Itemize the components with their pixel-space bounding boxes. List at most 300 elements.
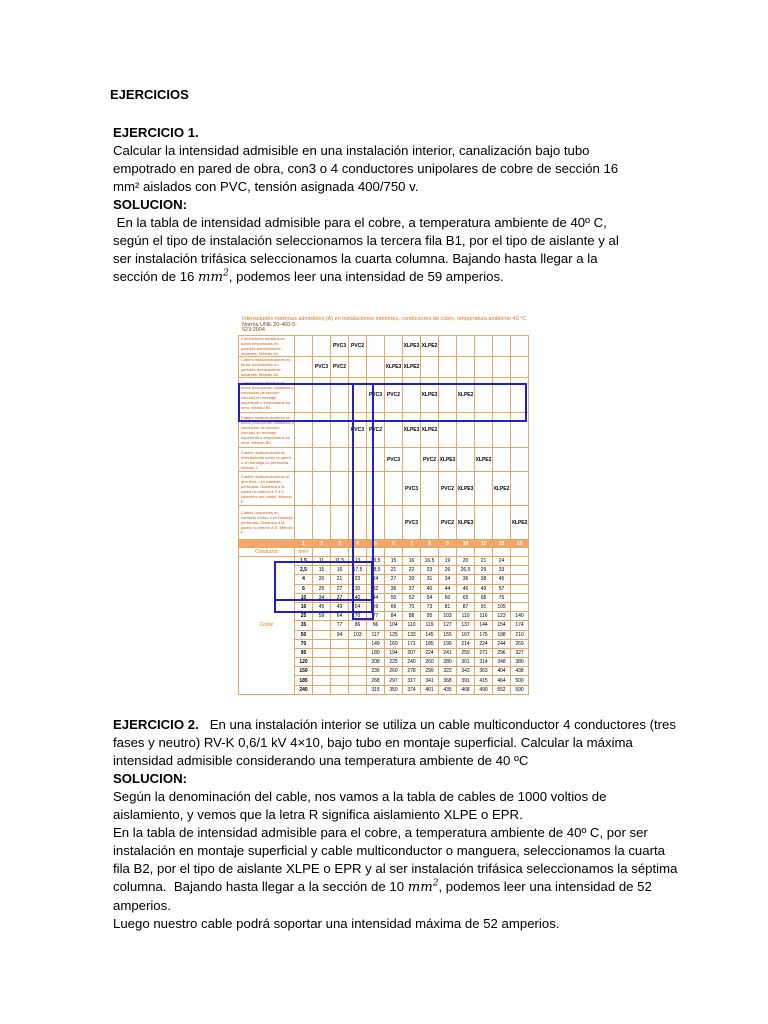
unit-exponent: 2 xyxy=(432,878,439,889)
ampacity-cell: 552 xyxy=(493,685,511,694)
ampacity-cell: 21 xyxy=(385,566,403,575)
exercise-1-solution-label: SOLUCION: xyxy=(113,197,187,212)
ampacity-cell: 348 xyxy=(493,658,511,667)
ampacity-cell xyxy=(331,658,349,667)
insulation-cell xyxy=(421,472,439,506)
ampacity-cell: 91 xyxy=(475,602,493,611)
exercise-2-line: fases y neutro) RV-K 0,6/1 kV 4×10, bajo tubo en montaje superficial. Calcular la máxima xyxy=(113,735,633,750)
ampacity-cell: 368 xyxy=(439,676,457,685)
ampacity-cell xyxy=(331,667,349,676)
insulation-cell xyxy=(313,472,331,506)
ampacity-cell: 149 xyxy=(367,639,385,648)
ampacity-cell: 314 xyxy=(475,658,493,667)
ampacity-cell: 37 xyxy=(403,584,421,593)
ampacity-cell: 214 xyxy=(457,639,475,648)
insulation-cell xyxy=(385,336,403,357)
ampacity-cell: 315 xyxy=(367,685,385,694)
insulation-cell: XLPE2 xyxy=(421,336,439,357)
insulation-cell xyxy=(493,448,511,472)
insulation-cell xyxy=(349,357,367,378)
exercise-2-solution-line: amperios. xyxy=(113,898,171,913)
ampacity-cell: 52 xyxy=(403,593,421,602)
insulation-cell xyxy=(511,472,529,506)
ampacity-cell xyxy=(313,685,331,694)
ampacity-cell: 199 xyxy=(439,639,457,648)
insulation-cell: PVC2 xyxy=(439,506,457,540)
insulation-cell xyxy=(313,336,331,357)
ampacity-table-image xyxy=(238,315,530,693)
ampacity-cell: 59 xyxy=(313,612,331,621)
insulation-cell: PVC3 xyxy=(349,413,367,448)
insulation-cell xyxy=(295,448,313,472)
header-blank xyxy=(421,548,439,557)
ampacity-cell: 29 xyxy=(475,566,493,575)
insulation-cell: PVC2 xyxy=(331,357,349,378)
ampacity-cell: 54 xyxy=(421,593,439,602)
ampacity-cell: 322 xyxy=(439,667,457,676)
ampacity-cell: 37 xyxy=(331,593,349,602)
insulation-cell xyxy=(457,357,475,378)
highlight-row-b1 xyxy=(238,383,527,422)
ampacity-cell xyxy=(313,667,331,676)
exercise-2-solution-line xyxy=(113,878,693,897)
header-row xyxy=(239,548,529,557)
ampacity-cell: 15 xyxy=(385,557,403,566)
exercise-2-solution-line: fila B2, por el tipo de aislante XLPE o EPR y al ser instalación trifásica seleccionamos la séptima xyxy=(113,861,678,876)
ampacity-cell: 21 xyxy=(331,575,349,584)
ampacity-cell: 16 xyxy=(403,557,421,566)
exercise-2-solution-label: SOLUCION: xyxy=(113,771,187,786)
ampacity-cell: 57 xyxy=(493,584,511,593)
insulation-cell xyxy=(457,336,475,357)
ampacity-cell xyxy=(511,584,529,593)
exercise-1-title: EJERCICIO 1. xyxy=(113,125,199,140)
ampacity-cell: 27 xyxy=(331,584,349,593)
exercise-2-title: EJERCICIO 2. xyxy=(113,717,199,732)
insulation-cell xyxy=(457,448,475,472)
ampacity-cell: 175 xyxy=(475,630,493,639)
method-description: Cables multiconductores en tubos (incluyendo canaletas y conductos de sección circular) en montaje superficial o empotrados en obra. Método B2 xyxy=(239,413,295,448)
ampacity-cell: 380 xyxy=(511,658,529,667)
section-cell: 2,5 xyxy=(295,566,313,575)
ampacity-cell: 38 xyxy=(475,575,493,584)
ampacity-cell xyxy=(331,676,349,685)
ampacity-cell: 103 xyxy=(439,612,457,621)
ampacity-cell: 73 xyxy=(421,602,439,611)
section-cell: 25 xyxy=(295,612,313,621)
insulation-cell: PVC2 xyxy=(439,472,457,506)
insulation-cell: PVC3 xyxy=(313,357,331,378)
ampacity-cell: 160 xyxy=(385,639,403,648)
insulation-cell xyxy=(313,448,331,472)
ampacity-cell: 210 xyxy=(511,630,529,639)
exercise-2-solution-line: Según la denominación del cable, nos vamos a la tabla de cables de 1000 voltios de xyxy=(113,789,607,804)
ampacity-cell: 188 xyxy=(493,630,511,639)
unit-mm2 xyxy=(198,270,229,285)
ampacity-cell: 19 xyxy=(439,557,457,566)
ampacity-cell xyxy=(331,639,349,648)
method-description: Cables multiconductores directamente sobre la pared o en bandeja no perforada. Método C xyxy=(239,448,295,472)
ampacity-cell: 500 xyxy=(511,676,529,685)
section-cell: 6 xyxy=(295,584,313,593)
ampacity-cell: 65 xyxy=(457,593,475,602)
column-number: 12 xyxy=(493,540,511,548)
ampacity-cell: 86 xyxy=(349,621,367,630)
ampacity-cell: 180 xyxy=(367,648,385,657)
ampacity-cell: 374 xyxy=(403,685,421,694)
insulation-cell xyxy=(511,357,529,378)
insulation-cell: XLPE2 xyxy=(475,448,493,472)
insulation-cell: XLPE3 xyxy=(385,357,403,378)
insulation-cell xyxy=(295,357,313,378)
column-number: 10 xyxy=(457,540,475,548)
ampacity-cell xyxy=(313,676,331,685)
ampacity-cell: 31 xyxy=(421,575,439,584)
ampacity-cell: 110 xyxy=(457,612,475,621)
ampacity-cell: 45 xyxy=(313,602,331,611)
ampacity-cell: 363 xyxy=(475,667,493,676)
insulation-cell: XLPE2 xyxy=(493,472,511,506)
insulation-cell xyxy=(385,472,403,506)
ampacity-cell: 145 xyxy=(421,630,439,639)
insulation-cell xyxy=(313,506,331,540)
insulation-cell: PVC2 xyxy=(367,413,385,448)
ampacity-cell: 185 xyxy=(421,639,439,648)
column-number: 3 xyxy=(331,540,349,548)
ampacity-cell: 297 xyxy=(385,676,403,685)
ampacity-cell xyxy=(349,685,367,694)
ampacity-cell xyxy=(511,593,529,602)
table-norm: Norma UNE 20-460-5- xyxy=(242,322,298,328)
column-number: 4 xyxy=(349,540,367,548)
ampacity-cell: 34 xyxy=(313,593,331,602)
ampacity-cell xyxy=(331,685,349,694)
section-cell: 95 xyxy=(295,648,313,657)
header-blank xyxy=(331,548,349,557)
ampacity-cell: 40 xyxy=(349,593,367,602)
ampacity-cell: 34 xyxy=(439,575,457,584)
ampacity-cell: 341 xyxy=(421,676,439,685)
ampacity-cell: 140 xyxy=(511,612,529,621)
insulation-cell xyxy=(475,506,493,540)
ampacity-cell: 105 xyxy=(493,602,511,611)
ampacity-cell: 50 xyxy=(385,593,403,602)
ampacity-cell: 30 xyxy=(403,575,421,584)
unit-base: mm xyxy=(198,270,224,285)
insulation-cell: PVC3 xyxy=(385,448,403,472)
header-blank xyxy=(493,548,511,557)
ampacity-cell: 269 xyxy=(511,639,529,648)
column-number-row xyxy=(239,540,529,548)
insulation-cell xyxy=(439,357,457,378)
insulation-cell xyxy=(367,336,385,357)
method-description: Cables multiconductores al aire libre o en bandeja perforada. Distancia a la pared no inferior a 0,3 D (diámetro del cable). Método E xyxy=(239,472,295,506)
material-label: Cobre xyxy=(239,557,295,695)
ampacity-cell: 20 xyxy=(457,557,475,566)
insulation-cell: PVC2 xyxy=(421,448,439,472)
ampacity-cell: 23 xyxy=(421,566,439,575)
ampacity-cell: 25 xyxy=(313,584,331,593)
section-cell: 4 xyxy=(295,575,313,584)
insulation-cell xyxy=(367,357,385,378)
ampacity-cell: 103 xyxy=(349,630,367,639)
ampacity-cell: 327 xyxy=(511,648,529,657)
section-cell: 240 xyxy=(295,685,313,694)
ampacity-cell: 70 xyxy=(349,612,367,621)
ampacity-cell: 271 xyxy=(475,648,493,657)
column-number: 1 xyxy=(295,540,313,548)
ampacity-cell: 207 xyxy=(403,648,421,657)
column-number-blank xyxy=(239,540,295,548)
insulation-cell xyxy=(295,472,313,506)
ampacity-cell xyxy=(349,639,367,648)
ampacity-cell: 36 xyxy=(385,584,403,593)
insulation-cell xyxy=(331,472,349,506)
section-cell: 120 xyxy=(295,658,313,667)
ampacity-cell: 241 xyxy=(439,648,457,657)
ampacity-cell: 44 xyxy=(439,584,457,593)
ampacity-cell: 66 xyxy=(385,602,403,611)
insulation-cell: PVC3 xyxy=(403,472,421,506)
ampacity-cell: 590 xyxy=(511,685,529,694)
section-cell: 70 xyxy=(295,639,313,648)
ampacity-cell: 296 xyxy=(493,648,511,657)
ampacity-cell: 26 xyxy=(439,566,457,575)
ampacity-cell xyxy=(511,557,529,566)
ampacity-cell: 244 xyxy=(493,639,511,648)
ampacity-cell: 11,5 xyxy=(331,557,349,566)
column-number: 7 xyxy=(403,540,421,548)
ampacity-cell: 391 xyxy=(457,676,475,685)
ampacity-cell xyxy=(313,658,331,667)
insulation-cell: PVC3 xyxy=(367,378,385,413)
insulation-cell xyxy=(295,336,313,357)
ampacity-cell: 280 xyxy=(439,658,457,667)
ampacity-cell: 278 xyxy=(403,667,421,676)
insulation-cell: XLPE3 xyxy=(439,448,457,472)
ampacity-cell: 77 xyxy=(367,612,385,621)
header-blank xyxy=(475,548,493,557)
ampacity-cell: 16,5 xyxy=(421,557,439,566)
ampacity-cell: 123 xyxy=(493,612,511,621)
ampacity-cell: 16 xyxy=(331,566,349,575)
ampacity-cell: 26,5 xyxy=(457,566,475,575)
ampacity-cell: 208 xyxy=(367,658,385,667)
highlight-sections xyxy=(274,561,373,613)
ampacity-cell: 490 xyxy=(475,685,493,694)
ampacity-cell: 240 xyxy=(403,658,421,667)
ampacity-cell: 36 xyxy=(457,575,475,584)
ampacity-cell: 464 xyxy=(493,676,511,685)
insulation-cell xyxy=(331,506,349,540)
ampacity-cell: 127 xyxy=(439,621,457,630)
section-cell: 35 xyxy=(295,621,313,630)
ampacity-cell: 343 xyxy=(457,667,475,676)
exercise-1 xyxy=(113,124,673,287)
ampacity-cell: 260 xyxy=(385,667,403,676)
exercise-1-solution-line: ser instalación trifásica seleccionamos la cuarta columna. Bajando hasta llegar a la xyxy=(113,251,598,266)
text-fragment: columna. Bajando hasta llegar a la sección de 10 xyxy=(113,879,408,894)
ampacity-cell: 301 xyxy=(457,658,475,667)
column-number: 13 xyxy=(511,540,529,548)
insulation-cell xyxy=(475,336,493,357)
insulation-cell: PVC3 xyxy=(331,336,349,357)
ampacity-cell: 260 xyxy=(421,658,439,667)
exercise-2-line: En una instalación interior se utiliza un cable multiconductor 4 conductores (tres xyxy=(198,717,676,732)
method-description: Cables multiconductores en tubos empotrados en paredes térmicamente aislantes. Método A2 xyxy=(239,357,295,378)
ampacity-cell: 40 xyxy=(421,584,439,593)
ampacity-cell: 117 xyxy=(367,630,385,639)
ampacity-cell: 350 xyxy=(385,685,403,694)
ampacity-cell: 268 xyxy=(367,676,385,685)
ampacity-cell: 59 xyxy=(367,602,385,611)
ampacity-cell: 15 xyxy=(313,566,331,575)
ampacity-cell xyxy=(313,621,331,630)
ampacity-cell: 23 xyxy=(349,575,367,584)
column-number: 9 xyxy=(439,540,457,548)
ampacity-cell: 224 xyxy=(421,648,439,657)
column-number: 11 xyxy=(475,540,493,548)
section-cell: 185 xyxy=(295,676,313,685)
insulation-cell xyxy=(385,506,403,540)
section-cell: 150 xyxy=(295,667,313,676)
column-number: 2 xyxy=(313,540,331,548)
method-description: Conductores aislados en tubos empotrados en paredes térmicamente aislantes. Método A1 xyxy=(239,336,295,357)
insulation-cell: XLPE3 xyxy=(421,378,439,413)
insulation-cell: XLPE3 xyxy=(457,506,475,540)
exercise-2-solution-line: Luego nuestro cable podrá soportar una intensidad máxima de 52 amperios. xyxy=(113,916,560,931)
ampacity-cell: 24 xyxy=(493,557,511,566)
text-fragment: , podemos leer una intensidad de 52 xyxy=(438,879,652,894)
ampacity-cell: 68 xyxy=(475,593,493,602)
column-number: 6 xyxy=(385,540,403,548)
ampacity-cell: 224 xyxy=(475,639,493,648)
column-number: 8 xyxy=(421,540,439,548)
ampacity-cell: 133 xyxy=(403,630,421,639)
insulation-cell xyxy=(439,336,457,357)
insulation-cell xyxy=(475,472,493,506)
method-row xyxy=(239,472,529,506)
insulation-cell xyxy=(331,448,349,472)
insulation-cell xyxy=(511,336,529,357)
ampacity-cell: 64 xyxy=(331,612,349,621)
ampacity-cell: 27 xyxy=(385,575,403,584)
ampacity-cell: 435 xyxy=(439,685,457,694)
ampacity-cell: 77 xyxy=(331,621,349,630)
method-row xyxy=(239,448,529,472)
ampacity-cell xyxy=(349,667,367,676)
ampacity-cell: 13,5 xyxy=(367,557,385,566)
header-blank xyxy=(457,548,475,557)
ampacity-cell: 401 xyxy=(421,685,439,694)
ampacity-cell xyxy=(313,639,331,648)
ampacity-cell: 22 xyxy=(403,566,421,575)
insulation-cell: XLPE2 xyxy=(403,357,421,378)
ampacity-cell xyxy=(511,575,529,584)
ampacity-cell: 54 xyxy=(349,602,367,611)
insulation-cell: XLPE3 xyxy=(403,413,421,448)
text-fragment: , podemos leer una intensidad de 59 amperios. xyxy=(228,269,504,284)
ampacity-cell: 81 xyxy=(439,602,457,611)
text-fragment: sección de 16 xyxy=(113,269,199,284)
insulation-cell: PVC2 xyxy=(349,336,367,357)
exercise-2 xyxy=(113,716,693,933)
column-number: 5 xyxy=(367,540,385,548)
ampacity-cell: 88 xyxy=(403,612,421,621)
exercise-2-intro xyxy=(113,716,693,734)
exercise-1-line: mm² aislados con PVC, tensión asignada 400/750 v. xyxy=(113,179,419,194)
ampacity-cell: 225 xyxy=(385,658,403,667)
section-cell: 16 xyxy=(295,602,313,611)
exercise-1-line: empotrado en pared de obra, con3 o 4 conductores unipolares de cobre de sección 16 xyxy=(113,161,619,176)
unit-exponent: 2 xyxy=(223,268,229,279)
ampacity-cell: 44 xyxy=(367,593,385,602)
insulation-cell xyxy=(493,506,511,540)
document-heading: EJERCICIOS xyxy=(110,87,189,102)
exercise-2-line: intensidad admisible considerando una temperatura ambiente de 40 ºC xyxy=(113,753,529,768)
header-conductor: Conductor xyxy=(239,548,295,557)
ampacity-cell: 317 xyxy=(403,676,421,685)
ampacity-cell: 32 xyxy=(367,584,385,593)
section-cell: 10 xyxy=(295,593,313,602)
ampacity-cell: 95 xyxy=(421,612,439,621)
insulation-cell: XLPE2 xyxy=(511,506,529,540)
ampacity-cell: 49 xyxy=(475,584,493,593)
unit-base: mm xyxy=(407,880,433,895)
ampacity-cell: 404 xyxy=(493,667,511,676)
ampacity-cell: 21 xyxy=(475,557,493,566)
insulation-cell xyxy=(475,357,493,378)
ampacity-cell xyxy=(349,676,367,685)
section-cell: 50 xyxy=(295,630,313,639)
ampacity-cell: 144 xyxy=(475,621,493,630)
ampacity-cell: 18,5 xyxy=(367,566,385,575)
ampacity-cell: 468 xyxy=(457,685,475,694)
exercise-1-solution-line: En la tabla de intensidad admisible para el cobre, a temperatura ambiente de 40º C, xyxy=(113,215,607,230)
ampacity-cell: 96 xyxy=(367,621,385,630)
method-description: Conductores aislados en tubos (incluyendo canaletas y conductos de sección circular) en montaje superficial o empotrados en obra. Método B1 xyxy=(239,378,295,413)
ampacity-cell: 46 xyxy=(457,584,475,593)
insulation-cell xyxy=(403,448,421,472)
exercise-1-solution-line xyxy=(113,268,673,287)
ampacity-cell: 24 xyxy=(367,575,385,584)
ampacity-cell xyxy=(349,658,367,667)
insulation-cell xyxy=(295,506,313,540)
ampacity-cell: 94 xyxy=(331,630,349,639)
exercise-1-line: Calcular la intensidad admisible en una instalación interior, canalización bajo tubo xyxy=(113,143,590,158)
ampacity-cell: 45 xyxy=(493,575,511,584)
ampacity-cell: 87 xyxy=(457,602,475,611)
ampacity-cell: 70 xyxy=(403,602,421,611)
ampacity-cell: 155 xyxy=(439,630,457,639)
table-norm-2: 523:2004 xyxy=(242,327,265,333)
ampacity-cell: 84 xyxy=(385,612,403,621)
ampacity-cell: 236 xyxy=(367,667,385,676)
table-title: Intensidades máximas admisibles (A) en instalaciones interiores, conductores de cobre, temperatura ambiente 40 °C xyxy=(242,316,527,322)
insulation-cell: XLPE3 xyxy=(403,336,421,357)
ampacity-cell: 60 xyxy=(439,593,457,602)
ampacity-cell: 20 xyxy=(313,575,331,584)
ampacity-cell: 171 xyxy=(403,639,421,648)
ampacity-cell: 119 xyxy=(421,621,439,630)
insulation-cell xyxy=(511,448,529,472)
ampacity-cell xyxy=(313,648,331,657)
ampacity-cell: 137 xyxy=(457,621,475,630)
header-blank xyxy=(313,548,331,557)
ampacity-cell xyxy=(349,648,367,657)
insulation-cell xyxy=(421,506,439,540)
exercise-1-solution-line: según el tipo de instalación seleccionamos la tercera fila B1, por el tipo de aislante y al xyxy=(113,233,619,248)
